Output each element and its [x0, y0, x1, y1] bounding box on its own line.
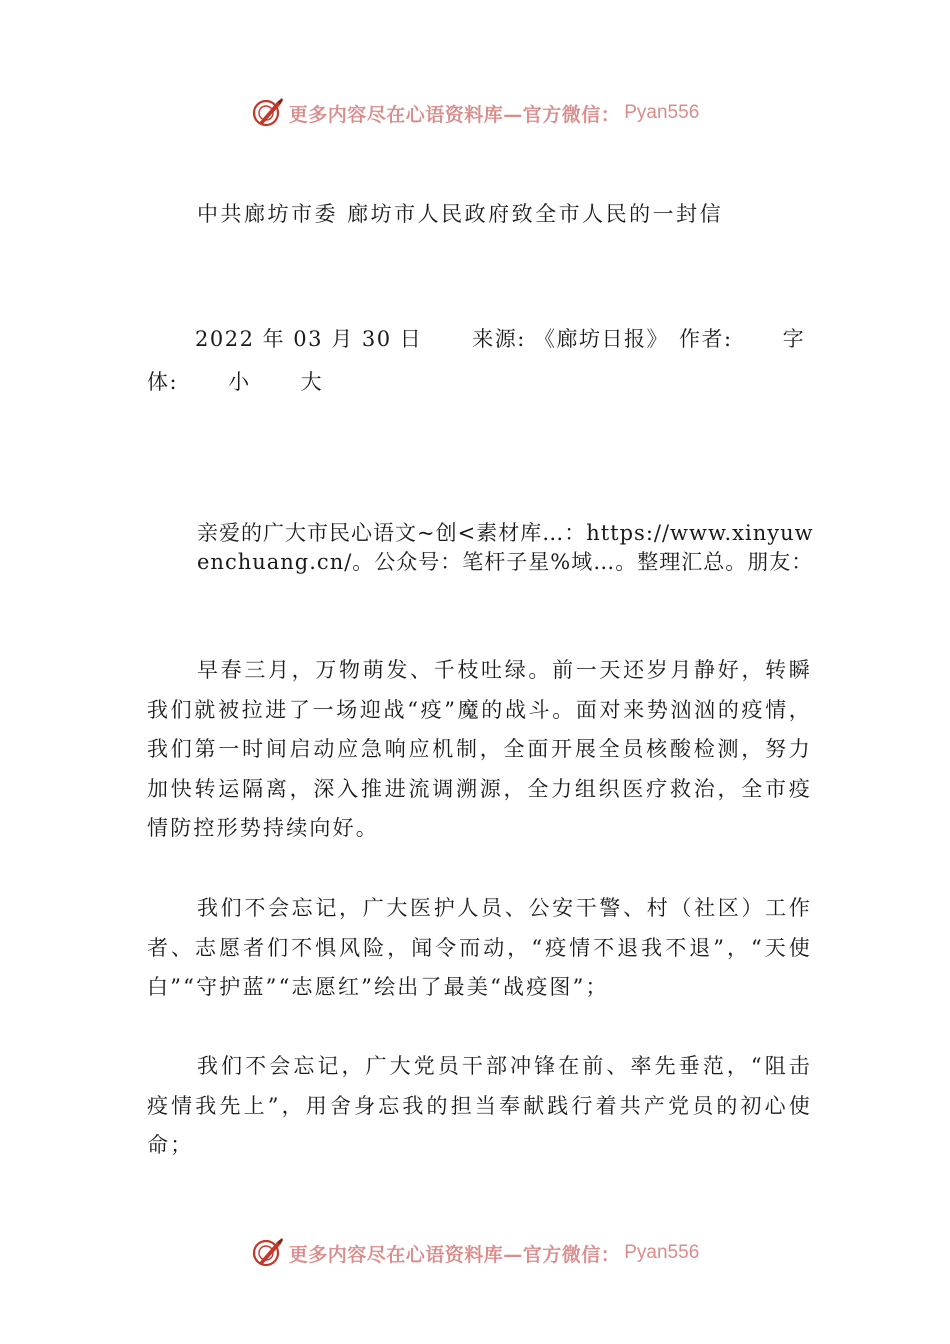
pen-logo-icon [251, 96, 285, 130]
paragraph-3: 我们不会忘记，广大党员干部冲锋在前、率先垂范，“阻击疫情我先上”，用舍身忘我的担当奉献践行着共产党员的初心使命； [147, 1054, 812, 1157]
banner-wechat-id: Pyan556 [624, 102, 700, 123]
article-meta [147, 318, 817, 404]
font-large-link[interactable]: 大 [300, 370, 324, 394]
author-label: 作者: [679, 327, 733, 351]
greeting: 亲爱的广大市民心语文~创<素材库…：https://www.xinyuwenchuang.cn/。公众号：笔杆子星%域…。整理汇总。朋友： [197, 521, 814, 574]
paragraph-1: 早春三月，万物萌发、千枝吐绿。前一天还岁月静好，转瞬我们就被拉进了一场迎战“疫”魔的战斗。面对来势汹汹的疫情，我们第一时间启动应急响应机制，全面开展全员核酸检测，努力加快转运隔离，深入推进流调溯源，全力组织医疗救治，全市疫情防控形势持续向好。 [147, 658, 812, 840]
document-title: 中共廊坊市委 廊坊市人民政府致全市人民的一封信 [197, 202, 724, 226]
pen-logo-icon [251, 1236, 285, 1270]
publish-date: 2022 年 03 月 30 日 [195, 327, 423, 351]
font-size-label: 字体: [147, 327, 806, 394]
source: 来源: 《廊坊日报》 [472, 327, 670, 351]
banner-text: 更多内容尽在心语资料库—官方微信： [288, 103, 621, 126]
footer-banner [0, 1233, 950, 1273]
banner-wechat-id: Pyan556 [624, 1242, 700, 1263]
font-small-link[interactable]: 小 [228, 370, 251, 394]
paragraph-2: 我们不会忘记，广大医护人员、公安干警、村（社区）工作者、志愿者们不惧风险，闻令而动，“疫情不退我不退”，“天使白”“守护蓝”“志愿红”绘出了最美“战疫图”； [147, 896, 812, 999]
header-banner [0, 93, 950, 133]
banner-text: 更多内容尽在心语资料库—官方微信： [288, 1243, 621, 1266]
